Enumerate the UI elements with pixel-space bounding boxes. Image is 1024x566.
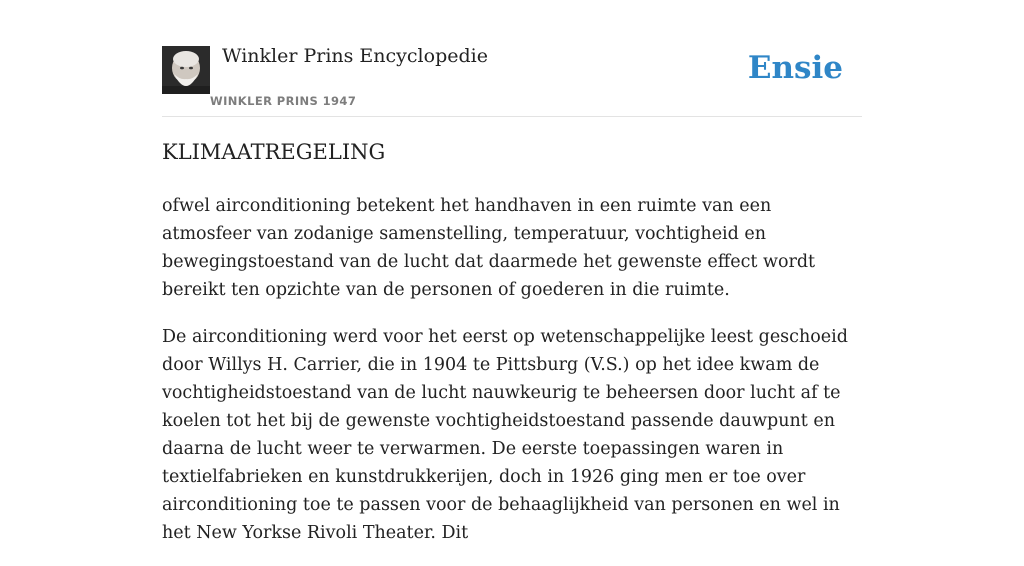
source-title[interactable]: Winkler Prins Encyclopedie xyxy=(222,45,488,67)
article-paragraph-1: ofwel airconditioning betekent het handhaven in een ruimte van een atmosfeer van zodanige samenstelling, temperatuur, vochtigheid en bewegingstoestand van de lucht dat daarmede het gewenste effect wordt bereikt ten opzichte van de personen of goederen in die ruimte. xyxy=(162,196,816,300)
source-header xyxy=(162,44,862,117)
source-subtitle[interactable]: WINKLER PRINS 1947 xyxy=(210,94,357,108)
portrait-avatar-icon[interactable] xyxy=(162,46,210,94)
article-body xyxy=(162,192,862,566)
ensie-logo-link[interactable]: Ensie xyxy=(747,50,843,86)
entry-title: KLIMAATREGELING xyxy=(162,140,386,164)
article-paragraph-2: De airconditioning werd voor het eerst op wetenschappelijke leest geschoeid door Willys H. Carrier, die in 1904 te Pittsburg (V.S.) op het idee kwam de vochtigheidstoestand van de lucht nauwkeurig te beheersen door lucht af te koelen tot het bij de gewenste vochtigheidstoestand passende dauwpunt en daarna de lucht weer te verwarmen. De eerste toepassingen waren in textielfabrieken en kunstdrukkerijen, doch in 1926 ging men er toe over airconditioning toe te passen voor de behaaglijkheid van personen en wel in het New Yorkse Rivoli Theater. Dit xyxy=(162,327,848,543)
